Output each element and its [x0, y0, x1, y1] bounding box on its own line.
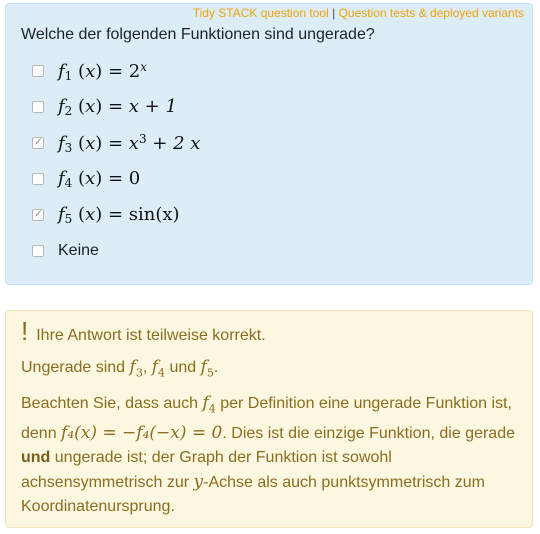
- option-f3[interactable]: [32, 128, 200, 158]
- feedback-summary: Ungerade sind $f_3$, $f_4$ und $f_5$.: [21, 357, 219, 380]
- feedback-explanation: Beachten Sie, dass auch $f_4$ per Definition eine ungerade Funktion ist, denn f₄(x) = −f₄(−x) = 0. Dies ist die einzige Funktion, die gerade und ungerade ist; der Graph der Funktion ist sowohl achsensymmetrisch zur y-Achse als auch punktsymmetrisch zum Koordinatenursprung.: [21, 393, 515, 516]
- top-links: [193, 6, 524, 20]
- option-f2[interactable]: [32, 92, 177, 122]
- checkbox-f3[interactable]: [32, 137, 44, 149]
- option-f4-math: $f_4$ (x) = 0: [58, 168, 141, 190]
- option-f5-math: $f_5$ (x) = sin(x): [58, 204, 180, 226]
- check-icon: ✓: [34, 136, 44, 148]
- exclamation-icon: !: [21, 316, 29, 346]
- checkbox-f1[interactable]: [32, 65, 44, 77]
- option-f1[interactable]: [32, 56, 147, 86]
- option-f4[interactable]: [32, 164, 140, 194]
- option-keine-label: Keine: [58, 242, 99, 259]
- link-separator: |: [332, 6, 336, 20]
- feedback-status-text: Ihre Antwort ist teilweise korrekt.: [36, 327, 266, 344]
- option-f5[interactable]: [32, 200, 180, 230]
- question-tests-link[interactable]: Question tests & deployed variants: [338, 6, 524, 20]
- tidy-stack-link[interactable]: Tidy STACK question tool: [192, 6, 329, 20]
- feedback-equation: f₄(x) = −f₄(−x) = 0: [61, 423, 223, 444]
- check-icon: ✓: [34, 208, 44, 220]
- checkbox-keine[interactable]: [32, 245, 44, 257]
- question-panel: [5, 3, 533, 285]
- feedback-panel: [5, 310, 533, 528]
- option-keine[interactable]: [32, 236, 99, 266]
- option-f3-math: $f_3$ $(x) = x^3 + 2$ x: [58, 131, 201, 155]
- question-text: Welche der folgenden Funktionen sind ungerade?: [21, 26, 375, 43]
- checkbox-f2[interactable]: [32, 101, 44, 113]
- checkbox-f5[interactable]: [32, 209, 44, 221]
- checkbox-f4[interactable]: [32, 173, 44, 185]
- feedback-status: [21, 317, 266, 345]
- option-f1-math: $f_1$ $(x) = 2^x$: [58, 59, 148, 83]
- option-f2-math: $f_2$ (x) = x + 1: [58, 96, 177, 118]
